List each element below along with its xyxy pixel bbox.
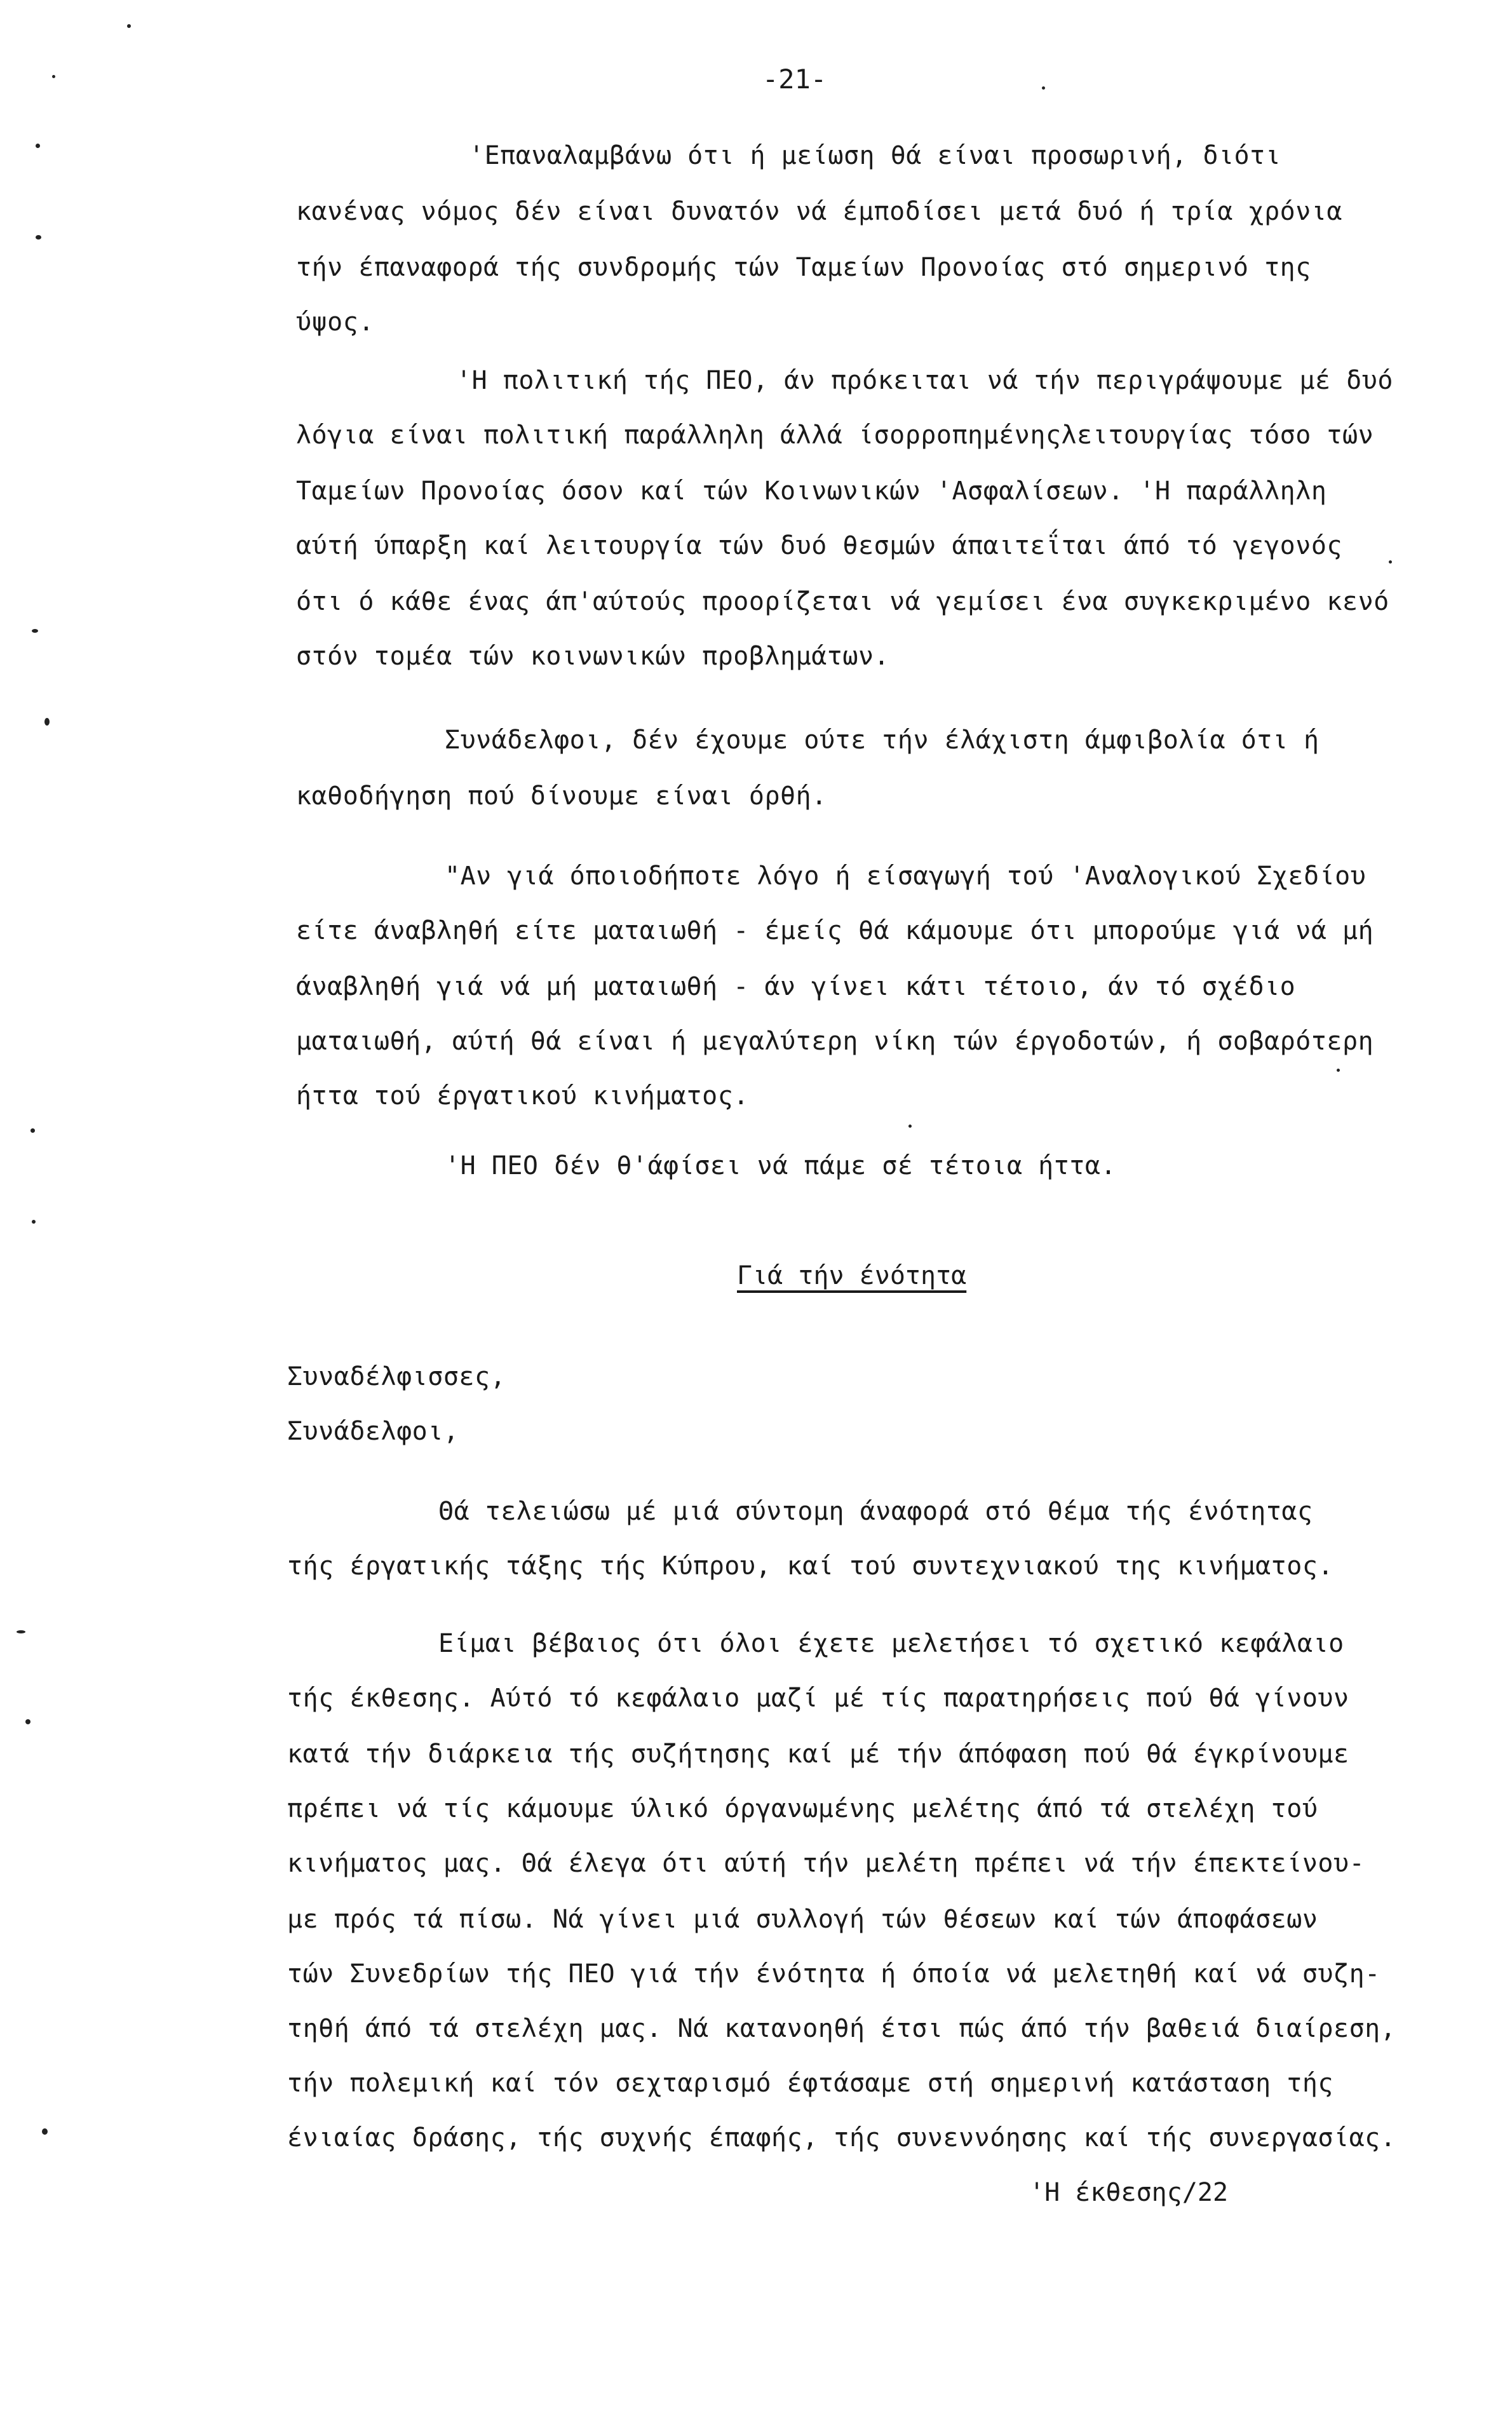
scan-speck [32, 1220, 36, 1224]
paragraph-6-line-1: Θά τελειώσω μέ μιά σύντομη άναφορά στό θέμα τής ένότητας [438, 1497, 1313, 1526]
paragraph-1-line-1: 'Επαναλαμβάνω ότι ή μείωση θά είναι προσωρινή, διότι [469, 141, 1281, 170]
scan-speck [17, 1630, 25, 1633]
continuation-reference: 'Η έκθεσης/22 [1029, 2178, 1229, 2207]
paragraph-7-line-2: τής έκθεσης. Αύτό τό κεφάλαιο μαζί μέ τίς παρατηρήσεις πού θά γίνουν [287, 1684, 1349, 1713]
scan-speck [127, 24, 131, 28]
paragraph-7-line-3: κατά τήν διάρκεια τής συζήτησης καί μέ τήν άπόφαση πού θά έγκρίνουμε [287, 1740, 1349, 1769]
paragraph-7-line-8: τηθή άπό τά στελέχη μας. Νά κατανοηθή έτσι πώς άπό τήν βαθειά διαίρεση, [287, 2014, 1396, 2043]
scan-speck [44, 718, 50, 726]
paragraph-7-line-7: τών Συνεδρίων τής ΠΕΟ γιά τήν ένότητα ή όποία νά μελετηθή καί νά συζη- [287, 1959, 1380, 1989]
paragraph-2-line-3: Ταμείων Προνοίας όσον καί τών Κοινωνικών 'Ασφαλίσεων. 'Η παράλληλη [296, 477, 1327, 506]
paragraph-7-line-10: ένιαίας δράσης, τής συχνής έπαφής, τής συνεννόησης καί τής συνεργασίας. [287, 2123, 1396, 2153]
paragraph-2-line-6: στόν τομέα τών κοινωνικών προβλημάτων. [296, 642, 890, 671]
paragraph-7-line-6: με πρός τά πίσω. Νά γίνει μιά συλλογή τών θέσεων καί τών άποφάσεων [287, 1905, 1318, 1934]
paragraph-6-line-2: τής έργατικής τάξης τής Κύπρου, καί τού συντεχνιακού της κινήματος. [287, 1551, 1333, 1581]
paragraph-3-line-2: καθοδήγηση πού δίνουμε είναι όρθή. [296, 781, 827, 811]
paragraph-4-line-2: είτε άναβληθή είτε ματαιωθή - έμείς θά κάμουμε ότι μπορούμε γιά νά μή [296, 916, 1374, 945]
paragraph-2-line-2: λόγια είναι πολιτική παράλληλη άλλά ίσορροπημένηςλειτουργίας τόσο τών [296, 421, 1374, 450]
paragraph-5-line-1: 'Η ΠΕΟ δέν θ'άφίσει νά πάμε σέ τέτοια ήττα. [445, 1151, 1117, 1180]
paragraph-7-line-4: πρέπει νά τίς κάμουμε ύλικό όργανωμένης μελέτης άπό τά στελέχη τού [287, 1794, 1318, 1823]
paragraph-3-line-1: Συνάδελφοι, δέν έχουμε ούτε τήν έλάχιστη άμφιβολία ότι ή [445, 726, 1320, 755]
paragraph-7-line-9: τήν πολεμική καί τόν σεχταρισμό έφτάσαμε στή σημερινή κατάσταση τής [287, 2069, 1333, 2098]
scan-speck [1389, 560, 1392, 564]
paragraph-1-line-4: ύψος. [296, 308, 374, 337]
scan-speck [36, 235, 41, 240]
salutation-1: Συναδέλφισσες, [287, 1362, 506, 1391]
paragraph-4-line-3: άναβληθή γιά νά μή ματαιωθή - άν γίνει κάτι τέτοιο, άν τό σχέδιο [296, 972, 1296, 1001]
paragraph-7-line-5: κινήματος μας. Θά έλεγα ότι αύτή τήν μελέτη πρέπει νά τήν έπεκτείνου- [287, 1849, 1365, 1878]
paragraph-1-line-3: τήν έπαναφορά τής συνδρομής τών Ταμείων Προνοίας στό σημερινό της [296, 253, 1311, 282]
paragraph-2-line-5: ότι ό κάθε ένας άπ'αύτούς προορίζεται νά γεμίσει ένα συγκεκριμένο κενό [296, 587, 1389, 616]
scan-speck [36, 144, 40, 148]
paragraph-2-line-1: 'Η πολιτική τής ΠΕΟ, άν πρόκειται νά τήν περιγράψουμε μέ δυό [456, 366, 1393, 395]
salutation-2: Συνάδελφοι, [287, 1417, 459, 1446]
scan-speck [1337, 1069, 1340, 1072]
paragraph-4-line-4: ματαιωθή, αύτή θά είναι ή μεγαλύτερη νίκη τών έργοδοτών, ή σοβαρότερη [296, 1027, 1374, 1056]
section-heading: Γιά τήν ένότητα [737, 1261, 967, 1290]
scan-speck [30, 1128, 35, 1133]
paragraph-4-line-5: ήττα τού έργατικού κινήματος. [296, 1081, 749, 1111]
paragraph-4-line-1: "Αν γιά όποιοδήποτε λόγο ή είσαγωγή τού 'Αναλογικού Σχεδίου [445, 862, 1367, 891]
scan-speck [52, 75, 55, 78]
scan-speck [908, 1125, 912, 1128]
paragraph-1-line-2: κανένας νόμος δέν είναι δυνατόν νά έμποδίσει μετά δυό ή τρία χρόνια [296, 197, 1342, 226]
paragraph-7-line-1: Είμαι βέβαιος ότι όλοι έχετε μελετήσει τό σχετικό κεφάλαιο [438, 1629, 1344, 1658]
scan-speck [42, 2128, 48, 2135]
scan-speck [25, 1719, 30, 1724]
scan-speck [1042, 86, 1045, 90]
scan-speck [32, 629, 38, 633]
page-number: -21- [762, 64, 827, 95]
paragraph-2-line-4: αύτή ύπαρξη καί λειτουργία τών δυό θεσμών άπαιτεΐται άπό τό γεγονός [296, 531, 1342, 560]
